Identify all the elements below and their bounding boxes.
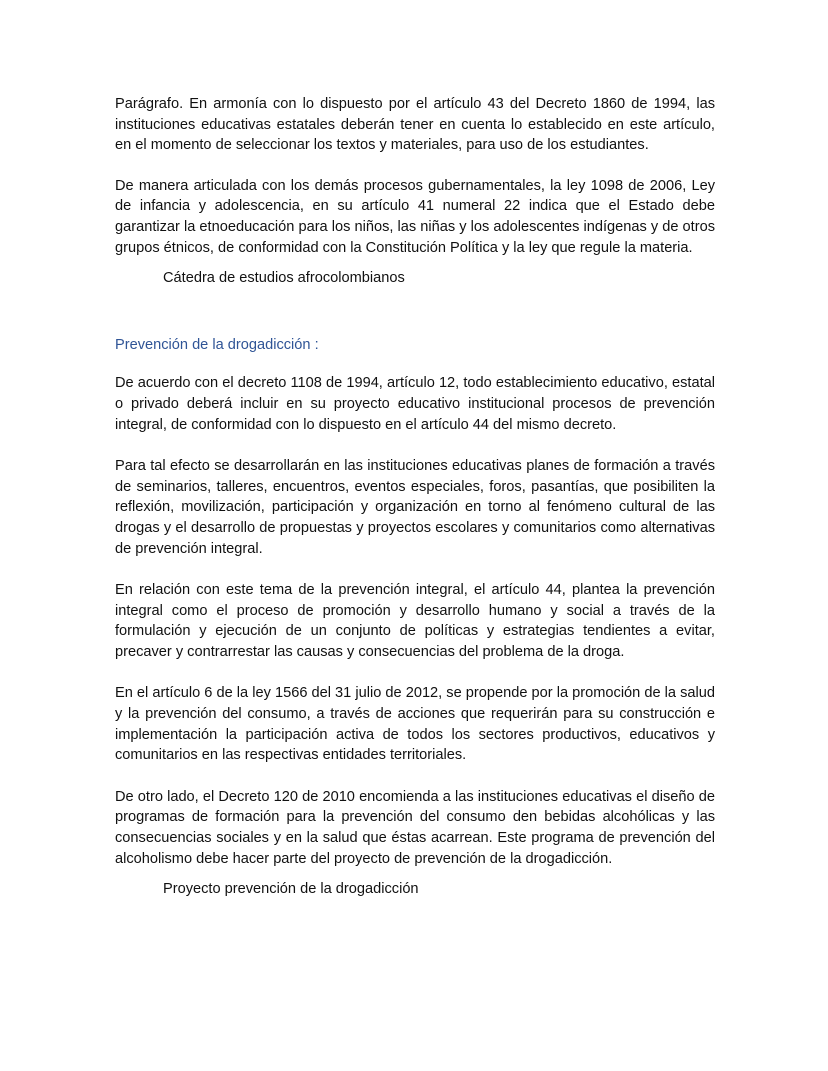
paragraph-ley-1098: De manera articulada con los demás procesos gubernamentales, la ley 1098 de 2006, Ley de infancia y adolescencia, en su artículo 41 numeral 22 indica que el Estado debe garantizar la etnoeducación para los niños, las niñas y los adolescentes indígenas y de otros grupos étnicos, de conformidad con la Constitución Política y la ley que regule la materia. bbox=[115, 177, 715, 256]
paragraph-decreto-120: De otro lado, el Decreto 120 de 2010 encomienda a las instituciones educativas el diseño de programas de formación para la prevención del consumo den bebidas alcohólicas y las consecuencias sociales y en la salud que éstas acarrean. Este programa de prevención del alcoholismo debe hacer parte del proyecto de prevención de la drogadicción. bbox=[115, 788, 715, 867]
paragraph-paragrafo: Parágrafo. En armonía con lo dispuesto por el artículo 43 del Decreto 1860 de 1994, las instituciones educativas estatales deberán tener en cuenta lo establecido en este artículo, en el momento de seleccionar los textos y materiales, para uso de los estudiantes. bbox=[115, 96, 715, 154]
item-catedra-afrocolombianos: Cátedra de estudios afrocolombianos bbox=[163, 270, 405, 287]
item-proyecto-prevencion: Proyecto prevención de la drogadicción bbox=[163, 881, 419, 898]
document-page bbox=[115, 94, 715, 900]
paragraph-articulo-44: En relación con este tema de la prevención integral, el artículo 44, plantea la prevención integral como el proceso de promoción y desarrollo humano y social a través de la formulación y ejecución de un conjunto de políticas y estrategias tendientes a evitar, precaver y contrarrestar las causas y consecuencias del problema de la droga. bbox=[115, 582, 715, 660]
heading-prevencion-drogadiccion: Prevención de la drogadicción : bbox=[115, 336, 319, 353]
paragraph-decreto-1108: De acuerdo con el decreto 1108 de 1994, artículo 12, todo establecimiento educativo, estatal o privado deberá incluir en su proyecto educativo institucional procesos de prevención integral, de conformidad con lo dispuesto en el artículo 44 del mismo decreto. bbox=[115, 375, 715, 433]
paragraph-ley-1566: En el artículo 6 de la ley 1566 del 31 julio de 2012, se propende por la promoción de la salud y la prevención del consumo, a través de acciones que requerirán para su construcción e implementación la participación activa de todos los sectores productivos, educativos y comunitarios en las respectivas entidades territoriales. bbox=[115, 685, 715, 764]
paragraph-planes-formacion: Para tal efecto se desarrollarán en las instituciones educativas planes de formación a través de seminarios, talleres, encuentros, eventos especiales, foros, pasantías, que posibiliten la reflexión, movilización, participación y organización en torno al fenómeno cultural de las drogas y el desarrollo de propuestas y proyectos escolares y comunitarios como alternativas de prevención integral. bbox=[115, 458, 715, 557]
